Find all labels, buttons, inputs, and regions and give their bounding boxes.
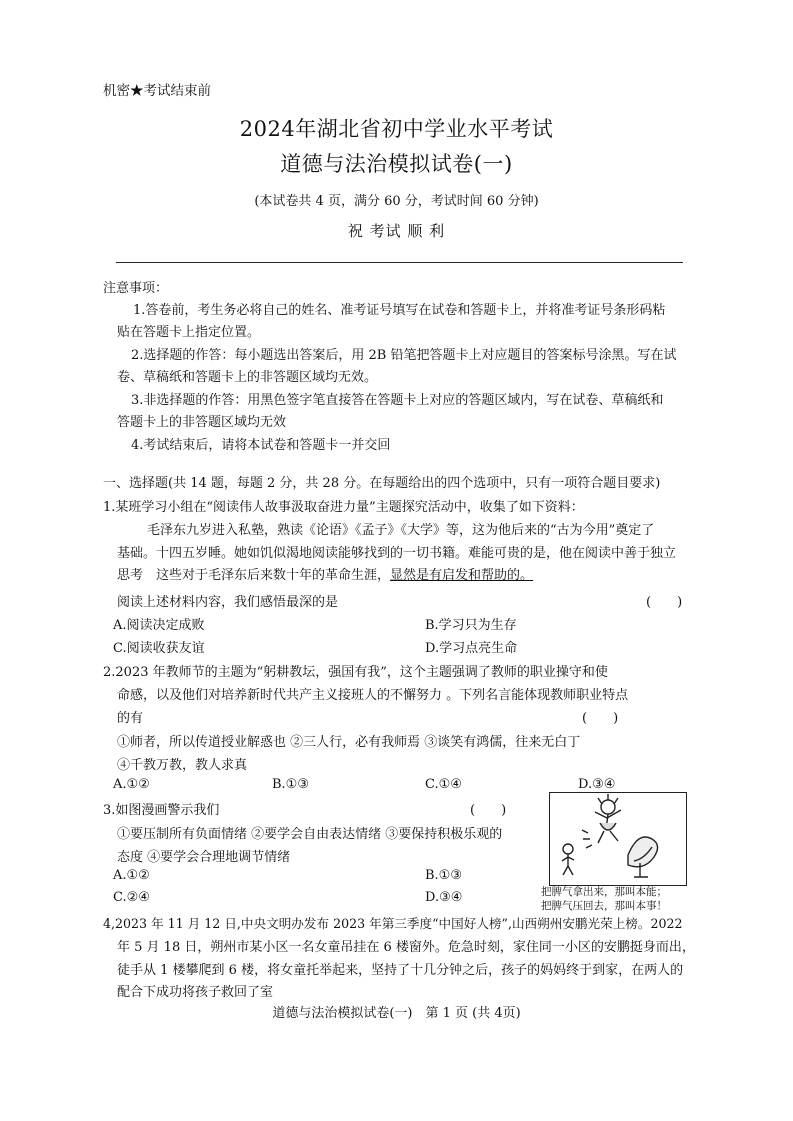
q3-option-b: B.①③ bbox=[425, 868, 462, 883]
q2-option-a: A.①② bbox=[113, 777, 150, 792]
q1-stem: 1.某班学习小组在“阅读伟人故事汲取奋进力量”主题探究活动中，收集了如下资料： bbox=[103, 500, 584, 515]
q3-answer-paren: ( ) bbox=[470, 803, 507, 818]
blessing: 祝 考试 顺 利 bbox=[347, 222, 446, 240]
note-4: 4.考试结束后，请将本试卷和答题卡一并交回 bbox=[131, 438, 391, 453]
q4-stem-4: 配合下成功将孩子救回了室 bbox=[117, 985, 274, 1000]
q3-option-d: D.③④ bbox=[425, 890, 463, 905]
q3-cartoon bbox=[549, 792, 687, 886]
q1-material-3b: 显然是有启发和帮助的。 bbox=[390, 568, 534, 583]
q1-material-2: 基础。十四五岁睡。她如饥似渴地阅读能够找到的一切书籍。难能可贵的是，他在阅读中善于独立 bbox=[117, 546, 677, 561]
q4-stem-2: 年 5 月 18 日，朔州市某小区一名女童吊挂在 6 楼窗外。危急时刻，家住同一小区的安鹏挺身而出， bbox=[117, 940, 695, 955]
q3-option-c: C.②④ bbox=[113, 890, 150, 905]
cartoon-illustration bbox=[550, 793, 686, 885]
exam-title: 2024年湖北省初中学业水平考试 bbox=[239, 117, 554, 141]
q1-option-c: C.阅读收获友谊 bbox=[113, 641, 205, 656]
q1-answer-paren: ( ) bbox=[646, 595, 683, 610]
section-heading: 一、选择题(共 14 题，每题 2 分，共 28 分。在每题给出的四个选项中，只有一项符合题目要求) bbox=[103, 476, 661, 491]
q3-stem: 3.如图漫画警示我们 bbox=[103, 803, 220, 818]
note-1a: 1.答卷前，考生务必将自己的姓名、准考证号填写在试卷和答题卡上，并将准考证号条形码粘 bbox=[133, 303, 666, 318]
q2-stem-3: 的有 bbox=[117, 711, 144, 726]
q3-options-1: ①要压制所有负面情绪 ②要学会自由表达情绪 ③要保持积极乐观的 bbox=[117, 827, 503, 842]
q1-material-3a: 思考 这些对于毛泽东后来数十年的革命生涯， bbox=[117, 568, 391, 583]
q4-stem-1: 4,2023 年 11 月 12 日,中央文明办发布 2023 年第三季度“中国好人榜”,山西朔州安鹏光荣上榜。2022 bbox=[103, 916, 683, 931]
q1-material-3 bbox=[117, 564, 533, 583]
q2-options-2: ④千教万教，教人求真 bbox=[117, 758, 248, 773]
q2-answer-paren: ( ) bbox=[582, 711, 619, 726]
q2-options-1: ①师者，所以传道授业解惑也 ②三人行，必有我师焉 ③谈笑有鸿儒，往来无白丁 bbox=[117, 735, 581, 750]
header-divider bbox=[116, 262, 683, 263]
cartoon-caption-1: 把脾气拿出来，那叫本能； bbox=[541, 886, 667, 898]
paper-title: 道德与法治模拟试卷(一) bbox=[280, 152, 513, 176]
q1-material-1: 毛泽东九岁进入私塾，熟读《论语》《孟子》《大学》等，这为他后来的“古为今用”奠定了 bbox=[147, 523, 655, 538]
q1-question: 阅读上述材料内容，我们感悟最深的是 bbox=[117, 595, 339, 610]
page-footer: 道德与法治模拟试卷(一) 第 1 页 (共 4页) bbox=[272, 1006, 521, 1021]
q2-stem-1: 2.2023 年教师节的主题为“躬耕教坛，强国有我”，这个主题强调了教师的职业操守和使 bbox=[103, 665, 608, 680]
q1-option-b: B.学习只为生存 bbox=[425, 618, 517, 633]
q3-options-2: 态度 ④要学会合理地调节情绪 bbox=[117, 850, 291, 865]
note-3b: 答题卡上的非答题区域均无效 bbox=[117, 415, 287, 430]
notes-heading: 注意事项： bbox=[103, 281, 169, 296]
q4-stem-3: 徒手从 1 楼攀爬到 6 楼，将女童托举起来，坚持了十几分钟之后，孩子的妈妈终于到家，在两人的 bbox=[117, 963, 684, 978]
q2-option-c: C.①④ bbox=[425, 777, 462, 792]
q1-option-d: D.学习点亮生命 bbox=[425, 641, 518, 656]
q2-option-b: B.①③ bbox=[272, 777, 309, 792]
q2-option-d: D.③④ bbox=[578, 777, 616, 792]
q3-option-a: A.①② bbox=[113, 868, 150, 883]
note-2b: 卷、草稿纸和答题卡上的非答题区域均无效。 bbox=[117, 370, 378, 385]
note-2a: 2.选择题的作答：每小题选出答案后，用 2B 铅笔把答题卡上对应题目的答案标号涂黑。写在试 bbox=[131, 348, 677, 363]
note-3a: 3.非选择题的作答：用黑色签字笔直接答在答题卡上对应的答题区域内，写在试卷、草稿纸和 bbox=[131, 393, 664, 408]
q2-stem-2: 命感，以及他们对培养新时代共产主义接班人的不懈努力 。下列名言能体现教师职业特点 bbox=[117, 688, 629, 703]
paper-info: (本试卷共 4 页，满分 60 分，考试时间 60 分钟) bbox=[254, 194, 539, 209]
note-1b: 贴在答题卡上指定位置。 bbox=[117, 325, 261, 340]
q1-option-a: A.阅读决定成败 bbox=[113, 618, 205, 633]
cartoon-caption-2: 把脾气压回去，那叫本事！ bbox=[541, 900, 667, 912]
confidential-label: 机密★考试结束前 bbox=[103, 83, 211, 99]
